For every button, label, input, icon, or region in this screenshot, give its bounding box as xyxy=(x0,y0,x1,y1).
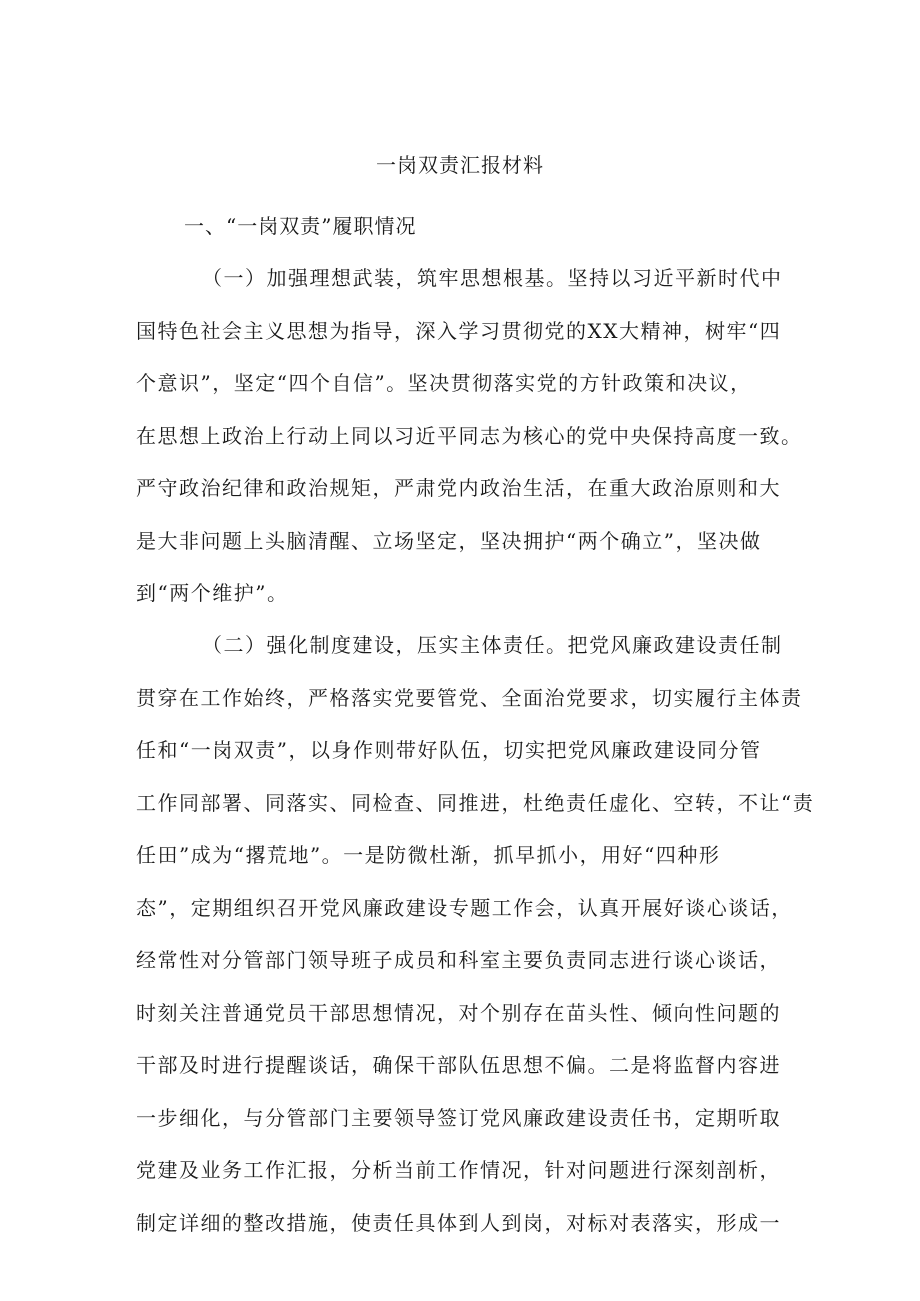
paragraph-1-line: 到“两个维护”。 xyxy=(136,581,289,605)
paragraph-1-line: 是大非问题上头脑清醒、立场坚定，坚决拥护“两个确立”，坚决做 xyxy=(136,529,762,553)
paragraph-2-line: 党建及业务工作汇报，分析当前工作情况，针对问题进行深刻剖析， xyxy=(136,1158,781,1182)
paragraph-1-line: 个意识”，坚定“四个自信”。坚决贯彻落实党的方针政策和决议， xyxy=(136,371,752,395)
document-title: 一岗双责汇报材料 xyxy=(376,153,544,177)
paragraph-1-line: （一）加强理想武装，筑牢思想根基。坚持以习近平新时代中 xyxy=(202,266,783,290)
section-heading: 一、“一岗双责”履职情况 xyxy=(184,214,417,238)
paragraph-2-line: （二）强化制度建设，压实主体责任。把党风廉政建设责任制 xyxy=(202,633,783,657)
paragraph-2-line: 工作同部署、同落实、同检查、同推进，杜绝责任虚化、空转，不让“责 xyxy=(136,791,815,815)
paragraph-2-line: 时刻关注普通党员干部思想情况，对个别存在苗头性、倾向性问题的 xyxy=(136,1001,781,1025)
paragraph-2-line: 一步细化，与分管部门主要领导签订党风廉政建设责任书，定期听取 xyxy=(136,1106,781,1130)
paragraph-1-line: 在思想上政治上行动上同以习近平同志为核心的党中央保持高度一致。 xyxy=(136,424,803,448)
paragraph-2-line: 干部及时进行提醒谈话，确保干部队伍思想不偏。二是将监督内容进 xyxy=(136,1053,781,1077)
paragraph-2-line: 任田”成为“撂荒地”。一是防微杜渐，抓早抓小，用好“四种形 xyxy=(136,843,721,867)
paragraph-1-line: 严守政治纪律和政治规矩，严肃党内政治生活，在重大政治原则和大 xyxy=(136,476,781,500)
paragraph-2-line: 经常性对分管部门领导班子成员和科室主要负责同志进行谈心谈话， xyxy=(136,948,781,972)
paragraph-2-line: 贯穿在工作始终，严格落实党要管党、全面治党要求，切实履行主体责 xyxy=(136,686,803,710)
paragraph-2-line: 制定详细的整改措施，使责任具体到人到岗，对标对表落实，形成一 xyxy=(136,1211,781,1235)
paragraph-2-line: 任和“一岗双责”，以身作则带好队伍，切实把党风廉政建设同分管 xyxy=(136,738,762,762)
paragraph-2-line: 态”，定期组织召开党风廉政建设专题工作会，认真开展好谈心谈话， xyxy=(136,896,793,920)
paragraph-1-line: 国特色社会主义思想为指导，深入学习贯彻党的XX大精神，树牢“四 xyxy=(136,319,782,343)
